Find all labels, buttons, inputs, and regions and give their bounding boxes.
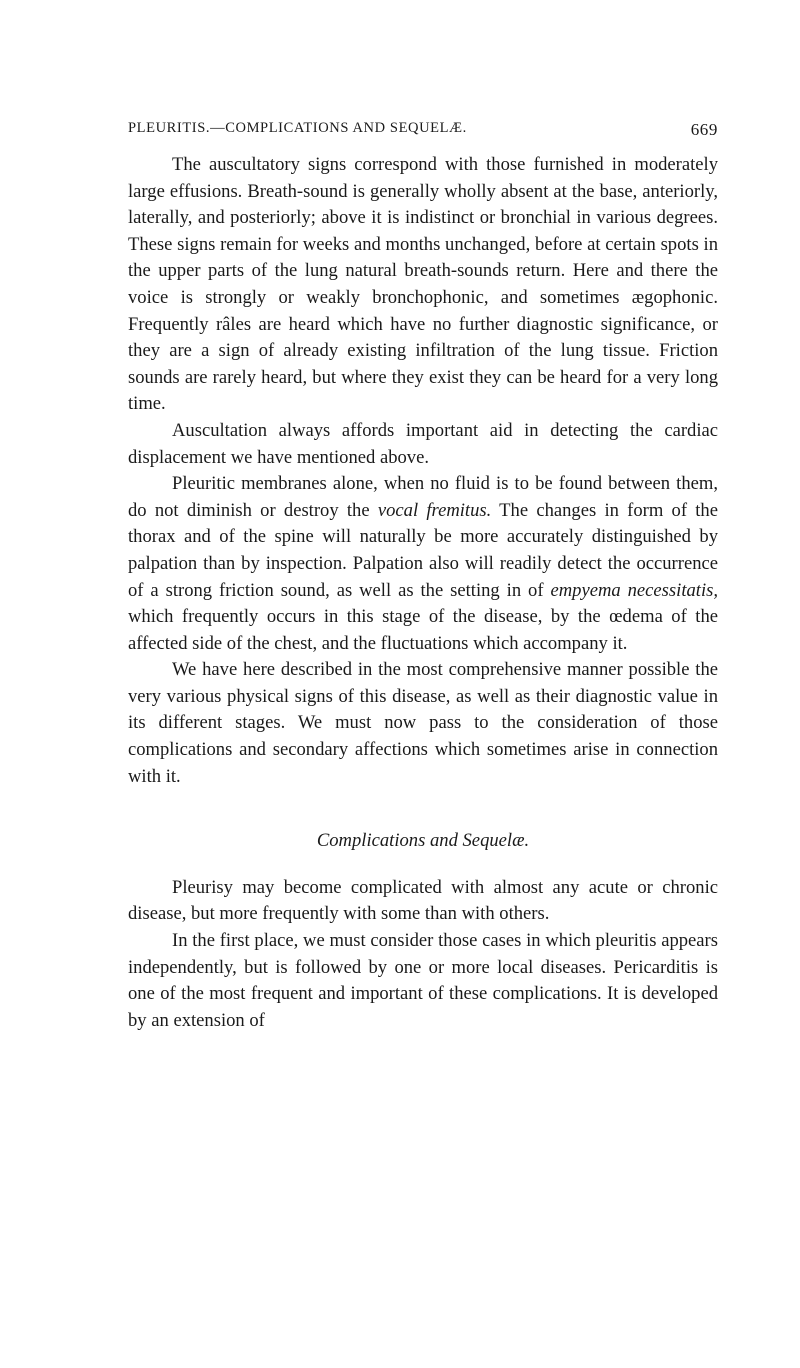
emphasis-vocal-fremitus: vocal fremitus. — [377, 499, 492, 521]
emphasis-empyema-necessitatis: empyema necessitatis, — [550, 579, 718, 601]
paragraph-text-segment: Pleuritic membranes alone, when no fluid is to be found between them, do not diminish or destroy the — [128, 473, 718, 521]
body-text — [128, 152, 718, 1034]
paragraph-pericarditis: In the first place, we must consider those cases in which pleuritis appears independently, but is followed by one or more local diseases. Pericarditis is one of the most frequent and important of these complications. It is developed by an extension of — [128, 930, 718, 1031]
paragraph-cardiac-displacement: Auscultation always affords important aid in detecting the cardiac displacement we have mentioned above. — [128, 419, 718, 468]
paragraph-pleurisy-complications: Pleurisy may become complicated with almost any acute or chronic disease, but more frequently with some than with others. — [128, 876, 718, 925]
paragraph-text-segment: which frequently occurs in this stage of the disease, by the œdema of the affected side of the chest, and the fluctuations which accompany it. — [128, 606, 718, 654]
page-number: 669 — [690, 120, 718, 139]
running-head — [128, 120, 718, 142]
paragraph-auscultatory-signs: The auscultatory signs correspond with those furnished in moderately large effusions. Breath-sound is generally wholly absent at the base, anteriorly, laterally, and posteriorly; above it is indistinct or bronchial in various degrees. These signs remain for weeks and months unchanged, before at certain spots in the upper parts of the lung natural breath-sounds return. Here and there the voice is strongly or weakly bronchophonic, and sometimes ægophonic. Frequently râles are heard which have no further diagnostic significance, or they are a sign of already existing infiltration of the lung tissue. Friction sounds are rarely heard, but where they exist they can be heard for a very long time. — [128, 154, 718, 415]
running-title: PLEURITIS.—COMPLICATIONS AND SEQUELÆ. — [128, 120, 467, 136]
paragraph-physical-signs-summary: We have here described in the most comprehensive manner possible the very various physical signs of this disease, as well as their diagnostic value in its different stages. We must now pass to the consideration of those complications and secondary affections which sometimes arise in connection with it. — [128, 659, 718, 787]
paragraph-pleuritic-membranes — [128, 471, 718, 657]
section-heading: Complications and Sequelæ. — [316, 830, 530, 852]
paragraph-text-segment: The changes in form of the thorax and of the spine will naturally be more accurately distinguished by palpation than by inspection. Palpation also will readily detect the occurrence of a strong friction sound, as well as the setting in of — [128, 499, 718, 601]
